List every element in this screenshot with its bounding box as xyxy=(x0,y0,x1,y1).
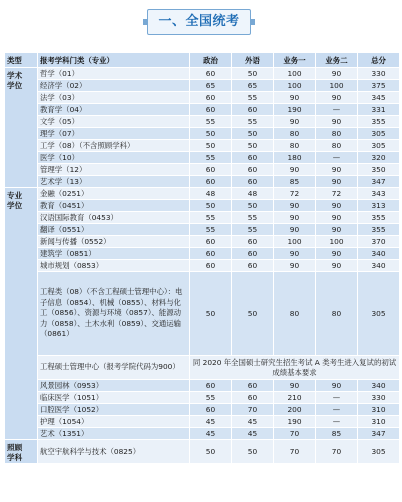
table-row xyxy=(5,272,400,356)
subject-two-cell: — xyxy=(316,392,358,404)
foreign-language-cell: 60 xyxy=(232,176,274,188)
foreign-language-cell: 60 xyxy=(232,260,274,272)
foreign-language-cell: 60 xyxy=(232,248,274,260)
foreign-language-cell: 45 xyxy=(232,416,274,428)
header-politics: 政治 xyxy=(190,53,232,68)
total-cell: 340 xyxy=(358,380,400,392)
total-cell: 310 xyxy=(358,404,400,416)
total-cell: 347 xyxy=(358,428,400,440)
score-table xyxy=(4,52,400,464)
politics-cell: 50 xyxy=(190,140,232,152)
subject-cell: 风景园林（0953） xyxy=(38,380,190,392)
total-cell: 313 xyxy=(358,200,400,212)
subject-two-cell: — xyxy=(316,152,358,164)
group-type-cell: 照顾 学科 xyxy=(5,440,38,464)
subject-two-cell: 90 xyxy=(316,224,358,236)
table-row xyxy=(5,164,400,176)
table-row xyxy=(5,152,400,164)
table-row xyxy=(5,212,400,224)
foreign-language-cell: 50 xyxy=(232,440,274,464)
politics-cell: 60 xyxy=(190,104,232,116)
subject-two-cell: 90 xyxy=(316,92,358,104)
politics-cell: 55 xyxy=(190,116,232,128)
subject-cell: 哲学（01） xyxy=(38,68,190,80)
subject-one-cell: 100 xyxy=(274,68,316,80)
foreign-language-cell: 60 xyxy=(232,392,274,404)
page-title: 一、全国统考 xyxy=(158,14,240,29)
subject-one-cell: 100 xyxy=(274,236,316,248)
table-row xyxy=(5,404,400,416)
subject-one-cell: 90 xyxy=(274,92,316,104)
header-subject-one: 业务一 xyxy=(274,53,316,68)
subject-two-cell: 90 xyxy=(316,164,358,176)
subject-cell: 新闻与传播（0552） xyxy=(38,236,190,248)
politics-cell: 48 xyxy=(190,188,232,200)
subject-two-cell: 80 xyxy=(316,128,358,140)
subject-cell: 教育（0451） xyxy=(38,200,190,212)
subject-cell: 建筑学（0851） xyxy=(38,248,190,260)
politics-cell: 65 xyxy=(190,80,232,92)
politics-cell: 55 xyxy=(190,152,232,164)
total-cell: 370 xyxy=(358,236,400,248)
foreign-language-cell: 50 xyxy=(232,128,274,140)
politics-cell: 50 xyxy=(190,200,232,212)
subject-two-cell: 100 xyxy=(316,80,358,92)
total-cell: 305 xyxy=(358,272,400,356)
subject-two-cell: 90 xyxy=(316,260,358,272)
subject-cell: 金融（0251） xyxy=(38,188,190,200)
header-subject: 报考学科门类（专业） xyxy=(38,53,190,68)
subject-one-cell: 70 xyxy=(274,440,316,464)
foreign-language-cell: 50 xyxy=(232,68,274,80)
table-row xyxy=(5,92,400,104)
table-row xyxy=(5,140,400,152)
subject-one-cell: 90 xyxy=(274,212,316,224)
subject-cell: 艺术（1351） xyxy=(38,428,190,440)
subject-one-cell: 80 xyxy=(274,140,316,152)
politics-cell: 55 xyxy=(190,392,232,404)
group-type-cell: 专业 学位 xyxy=(5,188,38,440)
politics-cell: 55 xyxy=(190,212,232,224)
table-row xyxy=(5,236,400,248)
header-foreign-language: 外语 xyxy=(232,53,274,68)
subject-one-cell: 80 xyxy=(274,128,316,140)
group-type-cell: 学术 学位 xyxy=(5,68,38,188)
section-header xyxy=(0,0,402,44)
subject-cell: 护理（1054） xyxy=(38,416,190,428)
subject-one-cell: 90 xyxy=(274,260,316,272)
foreign-language-cell: 60 xyxy=(232,380,274,392)
total-cell: 340 xyxy=(358,248,400,260)
subject-one-cell: 90 xyxy=(274,116,316,128)
table-row xyxy=(5,440,400,464)
subject-two-cell: 90 xyxy=(316,68,358,80)
subject-one-cell: 72 xyxy=(274,188,316,200)
table-row xyxy=(5,188,400,200)
total-cell: 340 xyxy=(358,260,400,272)
foreign-language-cell: 60 xyxy=(232,236,274,248)
politics-cell: 60 xyxy=(190,92,232,104)
subject-one-cell: 210 xyxy=(274,392,316,404)
total-cell: 347 xyxy=(358,176,400,188)
politics-cell: 45 xyxy=(190,416,232,428)
foreign-language-cell: 55 xyxy=(232,224,274,236)
table-row xyxy=(5,176,400,188)
foreign-language-cell: 50 xyxy=(232,272,274,356)
table-row xyxy=(5,392,400,404)
foreign-language-cell: 70 xyxy=(232,404,274,416)
subject-cell: 理学（07） xyxy=(38,128,190,140)
total-cell: 320 xyxy=(358,152,400,164)
subject-two-cell: 70 xyxy=(316,440,358,464)
table-row xyxy=(5,356,400,380)
foreign-language-cell: 55 xyxy=(232,92,274,104)
subject-cell: 管理学（12） xyxy=(38,164,190,176)
header-row xyxy=(5,53,400,68)
subject-one-cell: 200 xyxy=(274,404,316,416)
foreign-language-cell: 55 xyxy=(232,116,274,128)
total-cell: 355 xyxy=(358,116,400,128)
title-banner xyxy=(147,9,251,35)
subject-two-cell: 85 xyxy=(316,428,358,440)
header-total: 总分 xyxy=(358,53,400,68)
table-row xyxy=(5,260,400,272)
total-cell: 345 xyxy=(358,92,400,104)
total-cell: 305 xyxy=(358,128,400,140)
politics-cell: 60 xyxy=(190,380,232,392)
foreign-language-cell: 65 xyxy=(232,80,274,92)
politics-cell: 60 xyxy=(190,404,232,416)
politics-cell: 50 xyxy=(190,272,232,356)
table-row xyxy=(5,428,400,440)
header-subject-two: 业务二 xyxy=(316,53,358,68)
table-row xyxy=(5,68,400,80)
subject-two-cell: 100 xyxy=(316,236,358,248)
subject-two-cell: 90 xyxy=(316,116,358,128)
total-cell: 375 xyxy=(358,80,400,92)
foreign-language-cell: 50 xyxy=(232,200,274,212)
total-cell: 330 xyxy=(358,392,400,404)
total-cell: 330 xyxy=(358,68,400,80)
table-row xyxy=(5,104,400,116)
subject-cell: 法学（03） xyxy=(38,92,190,104)
subject-cell: 文学（05） xyxy=(38,116,190,128)
total-cell: 305 xyxy=(358,440,400,464)
politics-cell: 60 xyxy=(190,236,232,248)
subject-cell: 翻译（0551） xyxy=(38,224,190,236)
subject-cell: 工程硕士管理中心（报考学院代码为900） xyxy=(38,356,190,380)
subject-cell: 经济学（02） xyxy=(38,80,190,92)
total-cell: 331 xyxy=(358,104,400,116)
foreign-language-cell: 60 xyxy=(232,104,274,116)
subject-two-cell: — xyxy=(316,404,358,416)
total-cell: 310 xyxy=(358,416,400,428)
table-row xyxy=(5,200,400,212)
foreign-language-cell: 50 xyxy=(232,140,274,152)
note-cell: 同 2020 年全国硕士研究生招生考试 A 类考生进入复试的初试成绩基本要求 xyxy=(190,356,400,380)
total-cell: 350 xyxy=(358,164,400,176)
total-cell: 305 xyxy=(358,140,400,152)
subject-one-cell: 190 xyxy=(274,416,316,428)
subject-two-cell: 90 xyxy=(316,380,358,392)
table-row xyxy=(5,380,400,392)
table-row xyxy=(5,80,400,92)
subject-cell: 口腔医学（1052） xyxy=(38,404,190,416)
table-row xyxy=(5,128,400,140)
subject-two-cell: 72 xyxy=(316,188,358,200)
table-row xyxy=(5,416,400,428)
subject-one-cell: 90 xyxy=(274,380,316,392)
foreign-language-cell: 60 xyxy=(232,164,274,176)
total-cell: 343 xyxy=(358,188,400,200)
table-row xyxy=(5,224,400,236)
subject-one-cell: 85 xyxy=(274,176,316,188)
subject-two-cell: 90 xyxy=(316,176,358,188)
politics-cell: 50 xyxy=(190,440,232,464)
subject-two-cell: 90 xyxy=(316,212,358,224)
header-type: 类型 xyxy=(5,53,38,68)
subject-two-cell: 80 xyxy=(316,272,358,356)
foreign-language-cell: 60 xyxy=(232,152,274,164)
foreign-language-cell: 45 xyxy=(232,428,274,440)
subject-one-cell: 100 xyxy=(274,80,316,92)
politics-cell: 50 xyxy=(190,128,232,140)
subject-cell: 艺术学（13） xyxy=(38,176,190,188)
politics-cell: 60 xyxy=(190,248,232,260)
politics-cell: 60 xyxy=(190,68,232,80)
politics-cell: 60 xyxy=(190,164,232,176)
subject-cell: 航空宇航科学与技术（0825） xyxy=(38,440,190,464)
table-row xyxy=(5,248,400,260)
subject-one-cell: 190 xyxy=(274,104,316,116)
politics-cell: 60 xyxy=(190,260,232,272)
subject-two-cell: 90 xyxy=(316,248,358,260)
subject-cell: 城市规划（0853） xyxy=(38,260,190,272)
subject-two-cell: — xyxy=(316,104,358,116)
subject-cell: 教育学（04） xyxy=(38,104,190,116)
subject-two-cell: — xyxy=(316,416,358,428)
politics-cell: 55 xyxy=(190,224,232,236)
subject-cell: 工学（08）（不含照顾学科） xyxy=(38,140,190,152)
total-cell: 355 xyxy=(358,224,400,236)
subject-cell: 工程类（08）（不含工程硕士管理中心）：电子信息（0854）、机械（0855）、材料与化工（0856）、资源与环境（0857）、能源动力（0858）、土木水利（0859）、交通运输（0861） xyxy=(38,272,190,356)
subject-one-cell: 90 xyxy=(274,224,316,236)
politics-cell: 60 xyxy=(190,176,232,188)
foreign-language-cell: 55 xyxy=(232,212,274,224)
subject-one-cell: 180 xyxy=(274,152,316,164)
subject-cell: 临床医学（1051） xyxy=(38,392,190,404)
subject-one-cell: 80 xyxy=(274,272,316,356)
subject-cell: 汉语国际教育（0453） xyxy=(38,212,190,224)
subject-cell: 医学（10） xyxy=(38,152,190,164)
subject-two-cell: 90 xyxy=(316,200,358,212)
subject-one-cell: 90 xyxy=(274,248,316,260)
foreign-language-cell: 48 xyxy=(232,188,274,200)
politics-cell: 45 xyxy=(190,428,232,440)
subject-one-cell: 70 xyxy=(274,428,316,440)
table-row xyxy=(5,116,400,128)
subject-one-cell: 90 xyxy=(274,200,316,212)
total-cell: 355 xyxy=(358,212,400,224)
subject-two-cell: 80 xyxy=(316,140,358,152)
subject-one-cell: 90 xyxy=(274,164,316,176)
